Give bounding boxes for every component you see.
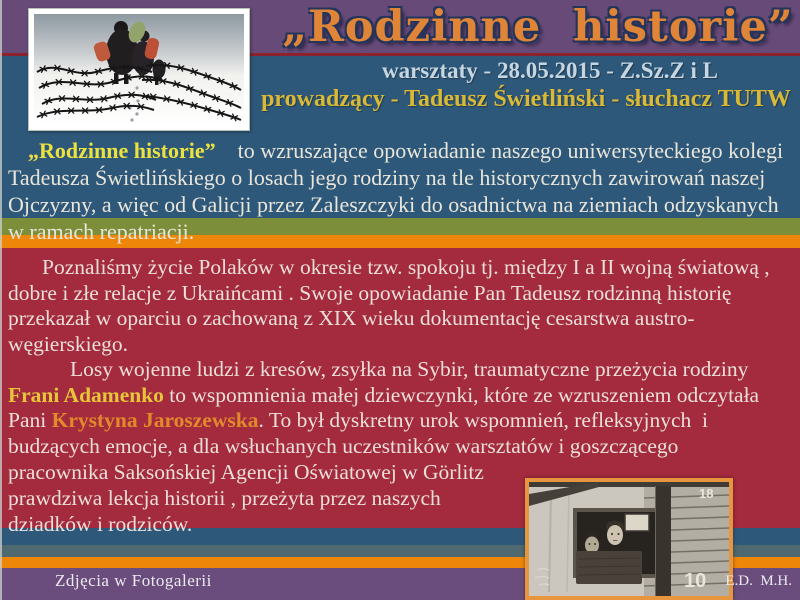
initials-label: E.D. M.H.: [725, 573, 792, 589]
refugees-illustration-image: [34, 14, 244, 125]
wagon-number-top: 18: [699, 486, 714, 501]
paragraph-intro: „Rodzinne historie” to wzruszające opowiadanie naszego uniwersyteckiego kolegi Tadeusza Świetlińskiego o losach jego rodziny na tle historycznych zawirowań naszej Ojczyzny, a więc od Galicji przez Zaleszczyki do osadnictwa na ziemiach odzyskanych w ramach repatriacji.: [8, 138, 789, 244]
photo-gallery-caption: Zdjęcia w Fotogalerii: [55, 571, 212, 590]
slide-left-edge: [0, 0, 2, 600]
boxcar-photo-image: [529, 482, 729, 596]
workshop-date-subtitle: warsztaty - 28.05.2015 - Z.Sz.Z i L: [381, 58, 719, 83]
paragraph-history: Poznaliśmy życie Polaków w okresie tzw. spokoju tj. między I a II wojną światową , dobre i złe relacje z Ukraińcami . Swoje opowiadanie Pan Tadeusz rodzinną historię przekazał w oparciu o zachowaną z XIX wieku dokumentację cesarstwa austro-węgierskiego.: [8, 255, 776, 356]
page-title: „Rodzinne historie”: [282, 2, 794, 52]
wagon-number-bottom: 10: [684, 570, 707, 592]
paragraph-memories: Losy wojenne ludzi z kresów, zsyłka na Sybir, traumatyczne przeżycia rodziny Frani Adamenko to wspomnienia małej dziewczynki, które ze wzruszeniem odczytała Pani Krystyna Jaroszewska. To był dyskretny urok wspomnień, refleksyjnych i budzących emocje, a dla wsłuchanych uczestników warsztatów i goszczącego: [8, 357, 765, 458]
boxcar-photo: [525, 478, 733, 600]
presenter-subtitle: prowadzący - Tadeusz Świetliński - słuchacz TUTW: [261, 86, 791, 112]
paragraph-memories-tail: pracownika Saksońskiej Agencji Oświatowej w Görlitz prawdziwa lekcja historii , przeżyta przez naszych dziadków i rodziców.: [8, 460, 490, 536]
refugees-illustration: [28, 8, 250, 131]
